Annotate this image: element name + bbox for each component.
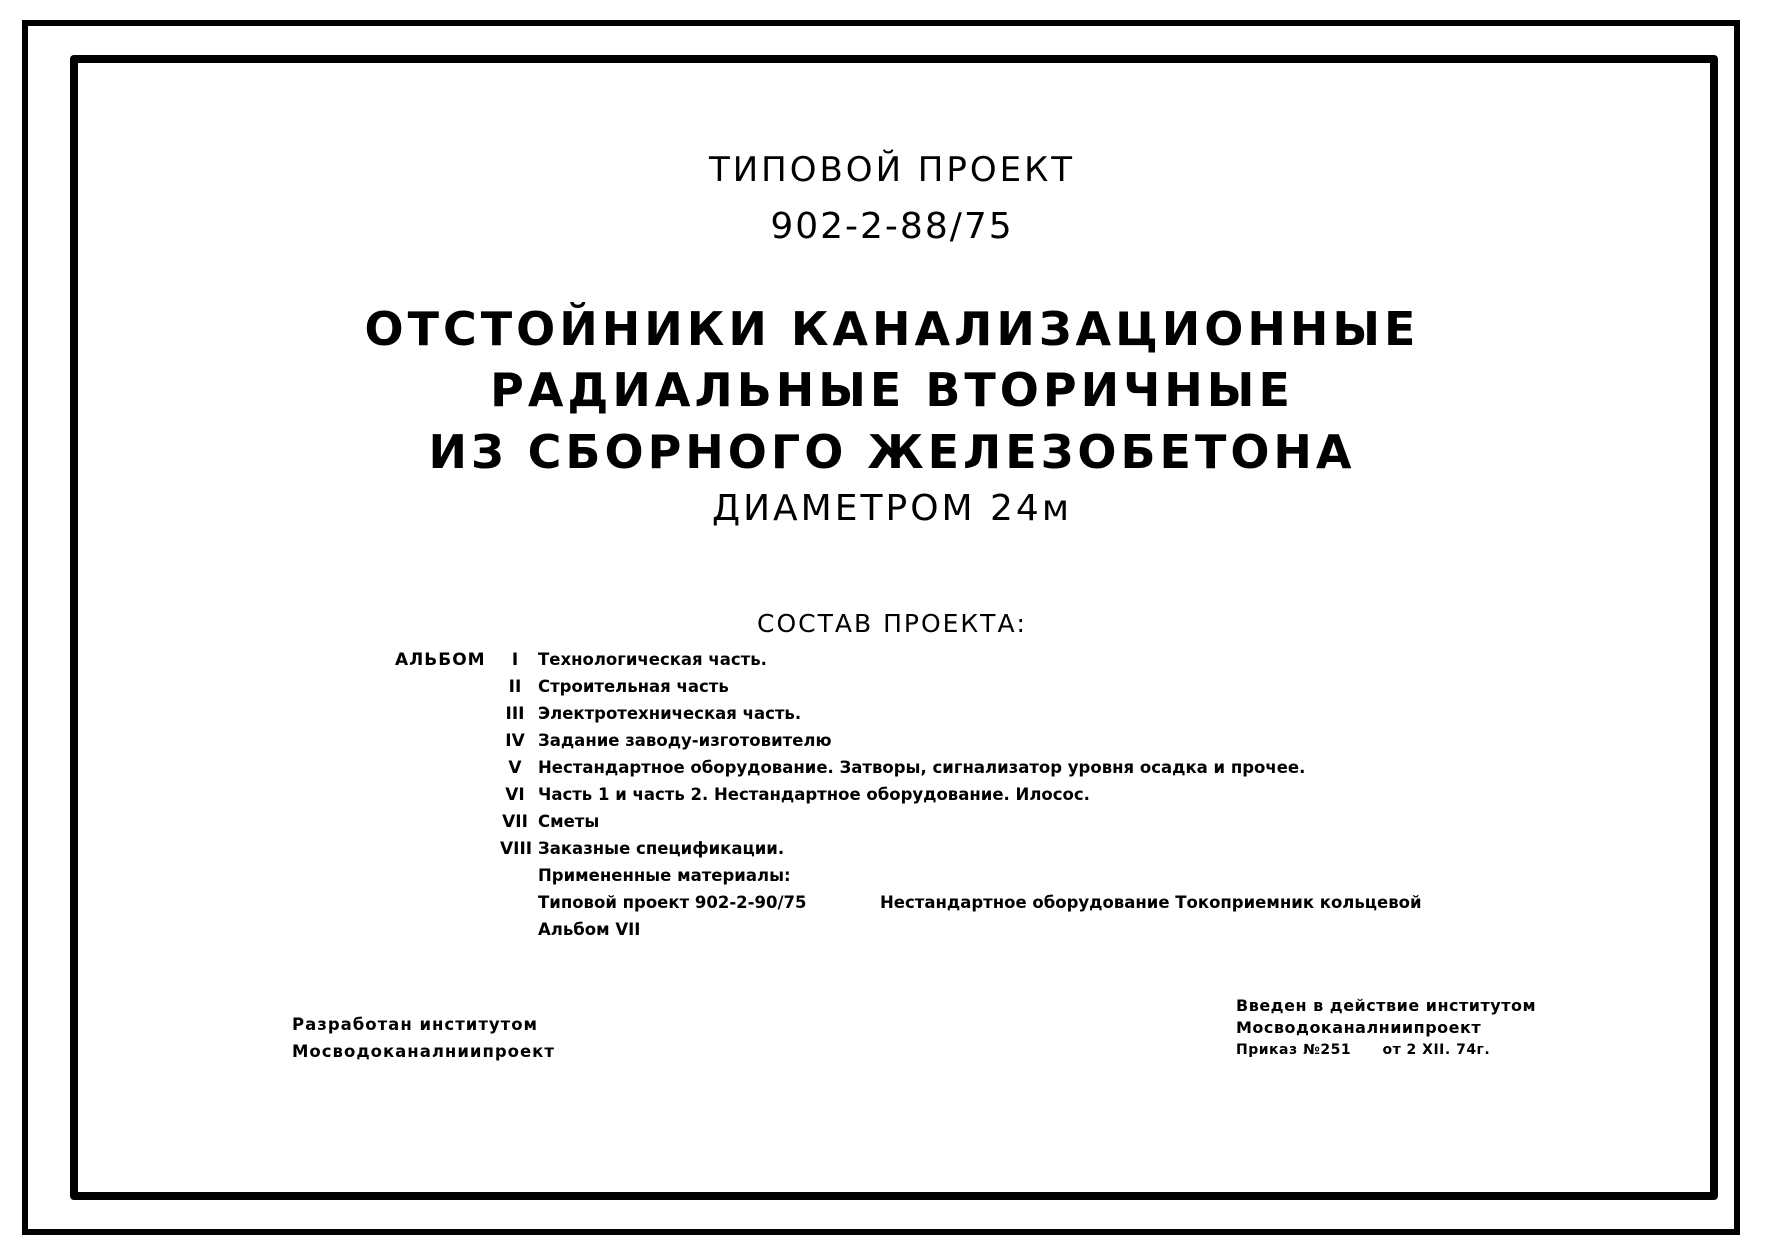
developed-by-line-1: Разработан институтом	[292, 1015, 539, 1034]
list-item	[395, 675, 1455, 702]
album-number: IV	[505, 731, 525, 751]
list-item	[395, 837, 1455, 864]
applied-materials-row	[395, 891, 1455, 918]
order-line	[1236, 1039, 1536, 1061]
applied-project: Типовой проект 902-2-90/75	[538, 893, 807, 912]
introduced-line-1: Введен в действие институтом	[1236, 996, 1537, 1015]
title-line-2: РАДИАЛЬНЫЕ ВТОРИЧНЫЕ	[490, 363, 1294, 417]
album-title: Задание заводу-изготовителю	[538, 731, 832, 750]
album-number: I	[511, 650, 519, 670]
project-number: 902-2-88/75	[770, 206, 1014, 247]
list-item	[395, 756, 1455, 783]
introduced-line-2: Мосводоканалниипроект	[1236, 1018, 1482, 1037]
album-title: Электротехническая часть.	[538, 704, 802, 723]
order-number: Приказ №251	[1236, 1042, 1352, 1058]
album-number: III	[505, 704, 525, 724]
project-label: ТИПОВОЙ ПРОЕКТ	[708, 150, 1076, 190]
developer-block	[292, 1011, 555, 1065]
album-list	[395, 648, 1455, 945]
album-number: VI	[505, 785, 525, 805]
album-word: АЛЬБОМ	[395, 650, 486, 670]
list-item	[395, 729, 1455, 756]
album-number: V	[508, 758, 522, 778]
applied-materials-label: Примененные материалы:	[538, 866, 791, 885]
applied-equipment: Нестандартное оборудование Токоприемник кольцевой	[880, 893, 1422, 912]
album-title: Часть 1 и часть 2. Нестандартное оборудование. Илосос.	[538, 785, 1090, 804]
album-title: Заказные спецификации.	[538, 839, 785, 858]
album-title: Технологическая часть.	[538, 650, 767, 669]
title-line-1: ОТСТОЙНИКИ КАНАЛИЗАЦИОННЫЕ	[364, 302, 1420, 356]
applied-album: Альбом VII	[538, 920, 641, 939]
title-line-4: ДИАМЕТРОМ 24м	[712, 488, 1072, 529]
album-number: VIII	[500, 839, 533, 859]
album-number: VII	[502, 812, 528, 832]
album-title: Сметы	[538, 812, 600, 831]
applied-materials-label-row	[395, 864, 1455, 891]
developed-by-line-2: Мосводоканалниипроект	[292, 1042, 555, 1061]
title-line-3: ИЗ СБОРНОГО ЖЕЛЕЗОБЕТОНА	[428, 425, 1356, 479]
album-title: Строительная часть	[538, 677, 729, 696]
applied-album-row	[395, 918, 1455, 945]
list-item	[395, 810, 1455, 837]
composition-heading: СОСТАВ ПРОЕКТА:	[757, 609, 1027, 638]
album-title: Нестандартное оборудование. Затворы, сигнализатор уровня осадка и прочее.	[538, 758, 1306, 777]
order-date: от 2 XII. 74г.	[1382, 1042, 1491, 1058]
album-number: II	[508, 677, 522, 697]
list-item	[395, 648, 1455, 675]
introduction-block	[1236, 995, 1536, 1061]
list-item	[395, 783, 1455, 810]
list-item	[395, 702, 1455, 729]
